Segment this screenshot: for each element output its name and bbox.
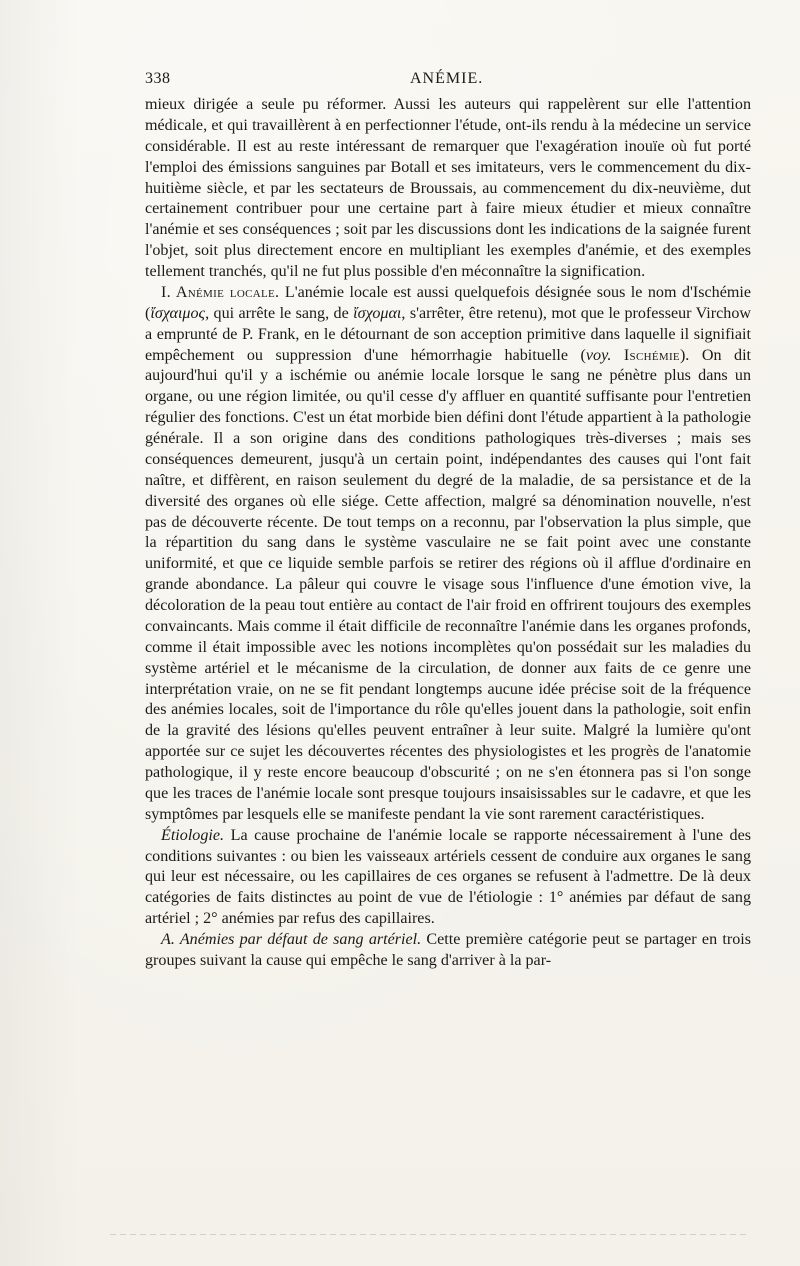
bottom-bleed-rule [110, 1234, 750, 1235]
ischemie-reference: Ischémie [623, 346, 680, 364]
paragraph-anemie-locale: I. Anémie locale. L'anémie locale est aussi quelquefois désignée sous le nom d'Ischémie (ἴσχαιμος, qui arrête le sang, de ἴσχομαι, s'arrêter, être retenu), mot que le professeur Virchow a emprunté de P. Frank, en le détournant de son acception primitive dans laquelle il signifiait empêchement ou suppression d'une hémorrhagie habituelle (voy. Ischémie). On dit aujourd'hui qu'il y a ischémie ou anémie locale lorsque le sang ne pénètre plus dans un organe, ou une région limitée, ou qu'il cesse d'y affluer en quantité suffisante pour l'entretien régulier des fonctions. C'est un état morbide bien défini dont l'étude appartient à la pathologie générale. Il a son origine dans des conditions pathologiques très-diverses ; mais ses conséquences demeurent, jusqu'à un certain point, indépendantes des causes qui l'ont fait naître, et diffèrent, en raison seulement du degré de la maladie, de sa persistance et de la diversité des organes où elle siége. Cette affection, malgré sa dénomination nouvelle, n'est pas de découverte récente. De tout temps on a reconnu, par l'observation la plus simple, que la répartition du sang dans le système vasculaire ne se fait point avec une constante uniformité, et que ce liquide semble parfois se retirer des régions où il afflue d'ordinaire en grande abondance. La pâleur qui couvre le visage sous l'influence d'une émotion vive, la décoloration de la peau tout entière au contact de l'air froid en offrirent toujours des exemples convaincants. Mais comme il était difficile de reconnaître l'anémie dans les organes profonds, comme il était impossible avec les notions incomplètes qu'on possédait sur les maladies du système artériel et le mécanisme de la circulation, de donner aux faits de ce genre une interprétation vraie, on ne se fit pendant longtemps aucune idée précise soit de la fréquence des anémies locales, soit de l'importance du rôle qu'elles jouent dans la pathologie, soit enfin de la gravité des lésions qu'elles peuvent entraîner à leur suite. Malgré la lumière qu'ont apportée sur ce sujet les découvertes récentes des physiologistes et les progrès de l'anatomie pathologique, il y reste encore beaucoup d'obscurité ; on ne s'en étonnera pas si l'on songe que les traces de l'anémie locale sont presque toujours insaisissables sur le cadavre, et que les symptômes par lesquels elle se manifeste pendant la vie sont rarement caractéristiques. [145, 283, 752, 823]
section-heading-etiologie: Étiologie. [161, 826, 225, 844]
section-heading-anemies-defaut: A. Anémies par défaut de sang artériel. [161, 931, 422, 948]
section-heading-anemie-locale: I. Anémie locale. [161, 283, 280, 301]
greek-term-2: ἴσχομαι [353, 304, 402, 322]
running-head: ANÉMIE. [410, 70, 484, 87]
voy-reference: voy. [585, 346, 612, 364]
body-text [145, 95, 751, 972]
paragraph-1: mieux dirigée a seule pu réformer. Aussi les auteurs qui rappelèrent sur elle l'attention médicale, et qui travaillèrent à en perfectionner l'étude, ont-ils rendu à la médecine un service considérable. Il est au reste intéressant de remarquer que l'exagération inouïe où fut porté l'emploi des émissions sanguines par Botall et ses imitateurs, vers le commencement du dix-huitième siècle, et par les sectateurs de Broussais, au commencement du dix-neuvième, dut certainement contribuer pour une certaine part à faire mieux étudier et mieux connaître l'anémie et ses conséquences ; soit par les discussions dont les indications de la saignée furent l'objet, soit plus directement encore en multipliant les exemples d'anémie, et des exemples tellement tranchés, qu'il ne fut plus possible d'en méconnaître la signification. [145, 96, 751, 280]
paragraph-etiologie: Étiologie. La cause prochaine de l'anémie locale se rapporte nécessairement à l'une des conditions suivantes : ou bien les vaisseaux artériels cessent de conduire aux organes le sang qui leur est nécessaire, ou les capillaires de ces organes se refusent à l'admettre. De là deux catégories de faits distinctes au point de vue de l'étiologie : 1° anémies par défaut de sang artériel ; 2° anémies par refus des capillaires. [145, 826, 751, 928]
page-header [145, 70, 755, 94]
page-number: 338 [145, 70, 171, 87]
binding-shadow [0, 0, 80, 1266]
paragraph-anemies-defaut: A. Anémies par défaut de sang artériel. Cette première catégorie peut se partager en trois groupes suivant la cause qui empêche le sang d'arriver à la par- [145, 931, 751, 969]
greek-term-1: ἴσχαιμος [150, 304, 206, 322]
